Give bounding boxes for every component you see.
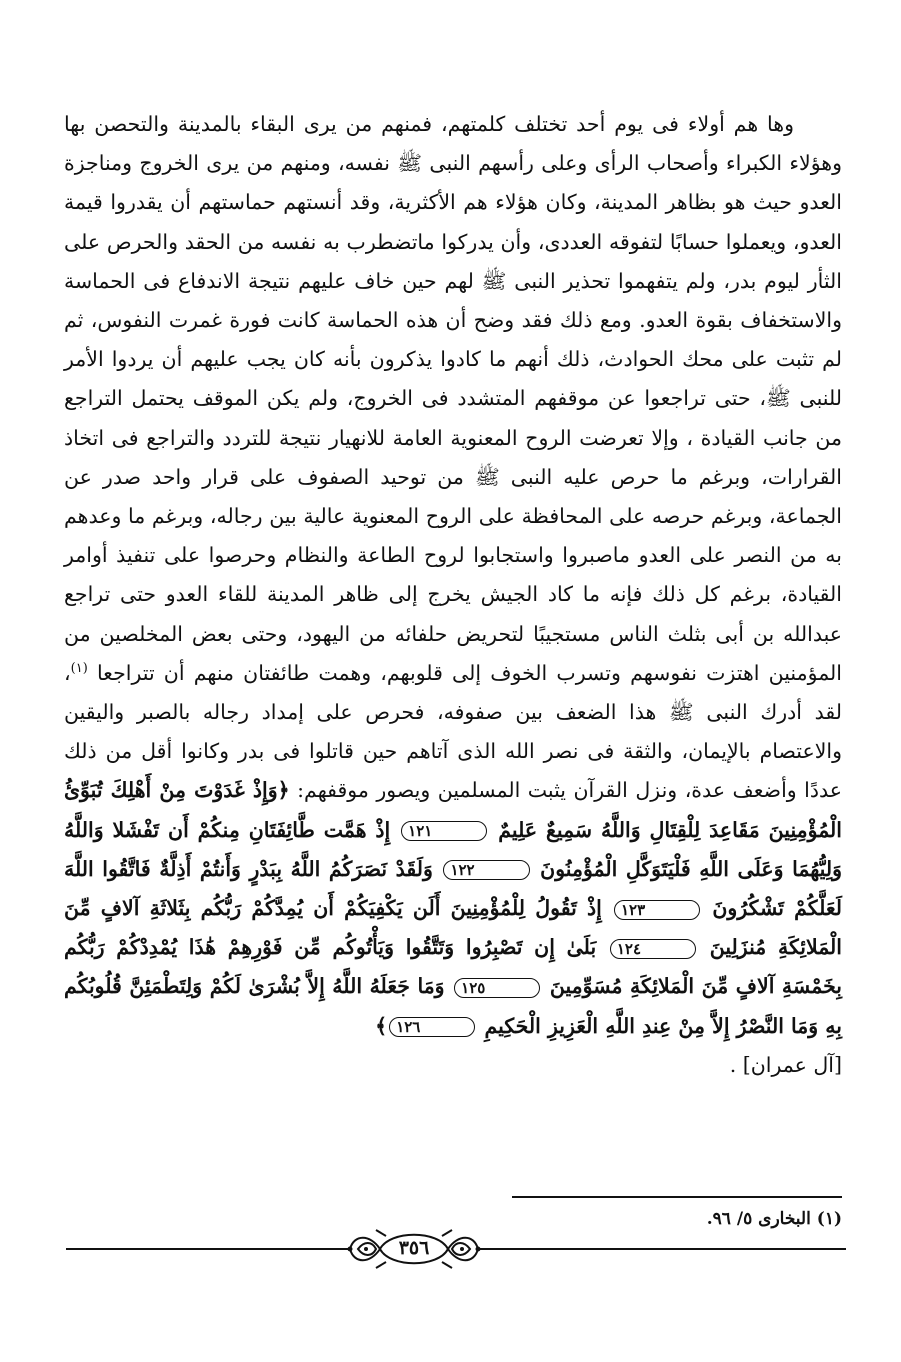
footnote: (١) البخارى ٥/ ٩٦. (706, 1209, 842, 1229)
footer-rule-right (478, 1248, 846, 1250)
paragraph-continuation: ، لقد أدرك النبى ﷺ هذا الضعف بين صفوفه، فحرص على إمداد رجاله بالصبر واليقين والاعتصام بالإيمان، والثقة فى نصر الله الذى آتاهم حين قاتلوا فى بدر وكانوا أقل من ذلك عددًا وأضعف عدة، ونزل القرآن يثبت المسلمين ويصور موقفهم: (64, 660, 842, 803)
verse-124: إِذْ تَقُولُ لِلْمُؤْمِنِينَ أَلَن يَكْفِيَكُمْ أَن يُمِدَّكُمْ رَبُّكُم بِثَلاثَةِ آلافٍ مِّنَ الْمَلائِكَةِ مُنزَلِينَ (64, 896, 843, 960)
ornate-open-bracket: ﴿ (277, 778, 290, 803)
ornate-close-bracket: ﴾ (375, 1013, 388, 1038)
verse-122: إِذْ هَمَّت طَّائِفَتَانِ مِنكُمْ أَن تَفْشَلا وَاللَّهُ وَلِيُّهُمَا وَعَلَى اللَّهِ فَلْيَتَوَكَّلِ الْمُؤْمِنُونَ (64, 817, 842, 881)
verse-121: وَإِذْ غَدَوْتَ مِنْ أَهْلِكَ تُبَوِّئُ الْمُؤْمِنِينَ مَقَاعِدَ لِلْقِتَالِ وَاللَّهُ سَمِيعٌ عَلِيمٌ (64, 778, 842, 842)
verse-number-badge: ١٢١ (401, 821, 487, 841)
page-number: ٣٥٦ (398, 1237, 430, 1259)
verse-126: وَمَا جَعَلَهُ اللَّهُ إِلاَّ بُشْرَىٰ لَكُمْ وَلِتَطْمَئِنَّ قُلُوبُكُم بِهِ وَمَا النَّصْرُ إِلاَّ مِنْ عِندِ اللَّهِ الْعَزِيزِ الْحَكِيمِ (64, 974, 842, 1038)
verse-125: بَلَىٰ إِن تَصْبِرُوا وَتَتَّقُوا وَيَأْتُوكُم مِّن فَوْرِهِمْ هَٰذَا يُمْدِدْكُمْ رَبُّكُم بِخَمْسَةِ آلافٍ مِّنَ الْمَلائِكَةِ مُسَوِّمِينَ (64, 935, 843, 999)
verse-number-badge: ١٢٤ (610, 939, 696, 959)
verse-number-badge: ١٢٣ (614, 900, 700, 920)
quran-quotation (64, 778, 842, 1037)
paragraph (64, 105, 842, 1085)
main-text (64, 105, 842, 1085)
footer-rule-left (66, 1248, 348, 1250)
verse-number-badge: ١٢٥ (454, 978, 540, 998)
verse-123: وَلَقَدْ نَصَرَكُمُ اللَّهُ بِبَدْرٍ وَأَنتُمْ أَذِلَّةٌ فَاتَّقُوا اللَّهَ لَعَلَّكُمْ تَشْكُرُونَ (64, 856, 843, 921)
citation: [آل عمران] . (729, 1052, 842, 1077)
paragraph-text: وها هم أولاء فى يوم أحد تختلف كلمتهم، فمنهم من يرى البقاء بالمدينة والتحصن بها وهؤلاء الكبراء وأصحاب الرأى وعلى رأسهم النبى ﷺ نفسه، ومنهم من يرى الخروج ومناجزة العدو حيث هو بظاهر المدينة، وكان هؤلاء هم الأكثرية، وقد أنستهم حماستهم أن يقدروا قيمة العدو، ويعملوا حسابًا لتفوقه العددى، وأن يدركوا ماتضطرب به نفسه من الحقد والحرص على الثأر ليوم بدر، ولم يتفهموا تحذير النبى ﷺ لهم حين خاف عليهم نتيجة الاندفاع فى الحماسة والاستخفاف بقوة العدو. ومع ذلك فقد وضح أن هذه الحماسة كانت فورة غمرت النفوس، ثم لم تثبت على محك الحوادث، ذلك أنهم ما كادوا يذكرون بأنه كان يجب عليهم أن يردوا الأمر للنبى ﷺ، حتى تراجعوا عن موقفهم المتشدد فى الخروج، ولم يكن الموقف يحتمل التراجع من جانب القيادة ، وإلا تعرضت الروح المعنوية العامة للانهيار نتيجة للتردد والتراجع فى اتخاذ القرارات، وبرغم ما حرص عليه النبى ﷺ من توحيد الصفوف على قرار واحد صدر عن الجماعة، وبرغم حرصه على المحافظة على الروح المعنوية عالية بين رجاله، وبرغم ما وعدهم به من النصر على العدو ماصبروا واستجابوا لروح الطاعة والنظام وحرصوا على تنفيذ أوامر القيادة، برغم كل ذلك فإنه ما كاد الجيش يخرج إلى ظاهر المدينة للقاء العدو حتى تراجع عبدالله بن أبى بثلث الناس مستجيبًا لتحريض حلفائه من اليهود، وحتى بعض المخلصين من المؤمنين اهتزت نفوسهم وتسرب الخوف إلى قلوبهم، وهمت طائفتان منهم أن تتراجعا (64, 112, 842, 685)
verse-number-badge: ١٢٦ (389, 1017, 475, 1037)
footnote-reference: (١) (70, 661, 88, 677)
verse-number-badge: ١٢٢ (443, 860, 529, 880)
footnote-separator (512, 1196, 842, 1198)
